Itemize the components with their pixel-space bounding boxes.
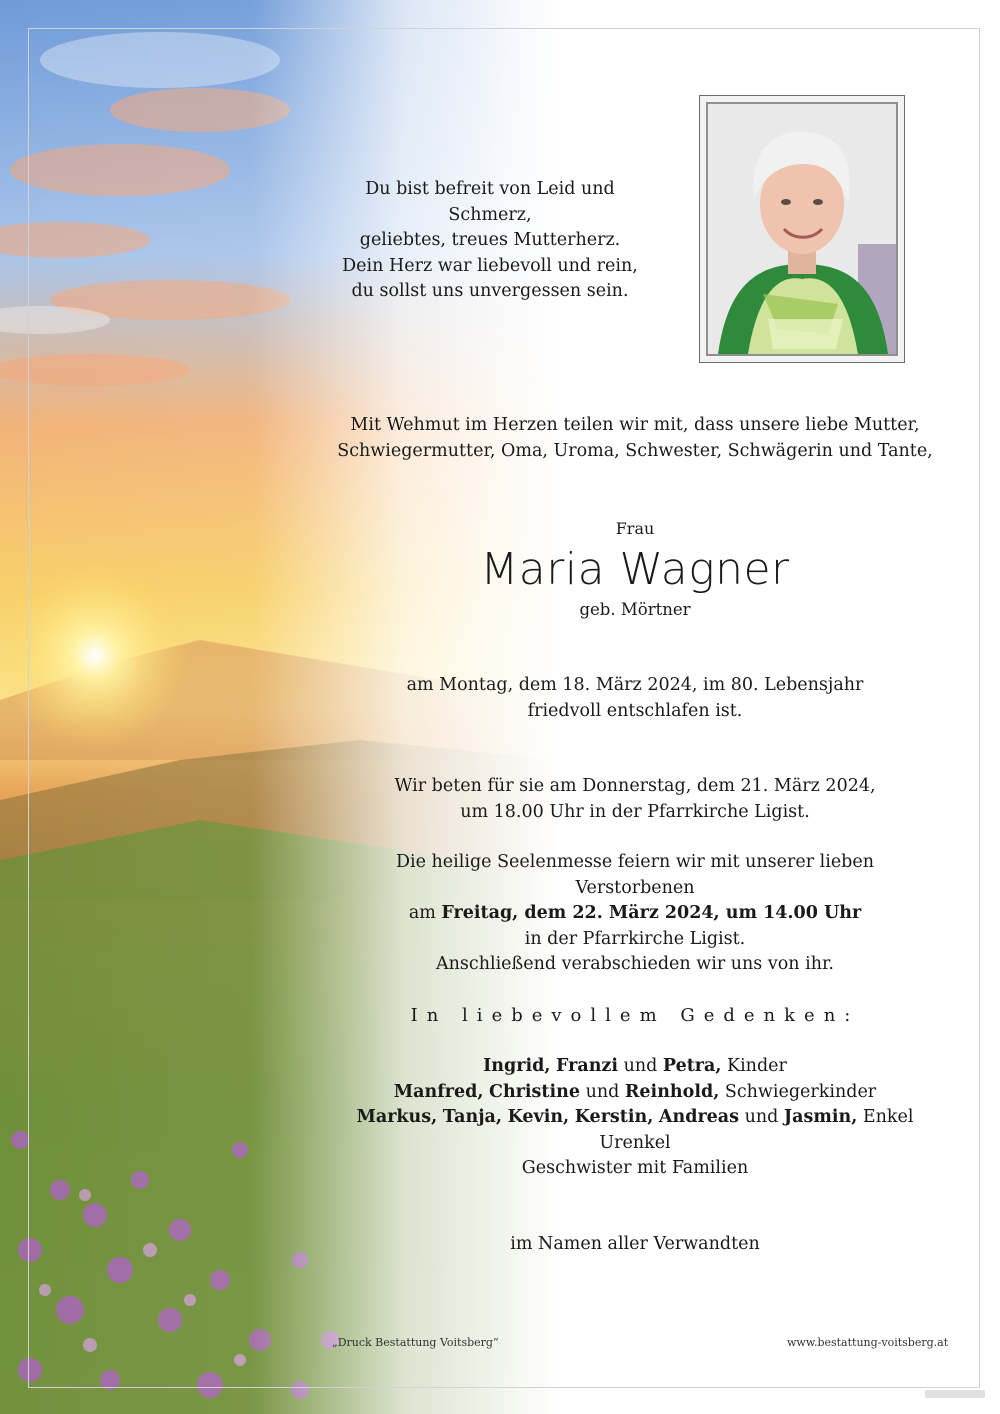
printer-credit: „Druck Bestattung Voitsberg“ [332,1336,499,1349]
portrait-photo [706,102,898,356]
prayer-notice [360,774,910,825]
mourner-name: Reinhold, [624,1081,720,1102]
mass-line: in der Pfarrkirche Ligist. [524,928,746,949]
mass-line: Anschließend verabschieden wir uns von ihr. [436,954,834,974]
mourners-list [340,1054,930,1182]
mass-date-line [335,901,935,927]
poem-line: du sollst uns unvergessen sein. [351,281,629,301]
closing-line: im Namen aller Verwandten [510,1234,760,1254]
salutation: Frau [615,519,655,538]
mourner-name: Franzi [556,1056,619,1076]
conjunction: und [739,1107,784,1127]
children-line [340,1054,930,1080]
remembrance-heading: In liebevollem Gedenken: [410,1005,860,1026]
mourner-name: Jasmin, [783,1107,858,1127]
mass-date: Freitag, dem 22. März 2024, um 14.00 Uhr [441,903,862,923]
mourner-name: Christine [489,1081,580,1102]
siblings-line: Geschwister mit Familien [521,1158,749,1178]
great-grandchildren-line: Urenkel [599,1132,671,1153]
mass-line: Die heilige Seelenmesse feiern wir mit unserer lieben Verstorbenen [395,852,875,898]
death-line: friedvoll entschlafen ist. [527,700,743,721]
portrait-illustration [708,104,896,354]
prayer-line: Wir beten für sie am Donnerstag, dem 21. März 2024, [394,776,876,796]
relation-label: Kinder [721,1056,787,1076]
conjunction: und [618,1056,663,1076]
intro-line: Mit Wehmut im Herzen teilen wir mit, dass unsere liebe Mutter, [350,415,920,435]
birth-name: geb. Mörtner [579,600,691,619]
death-notice [360,673,910,724]
grandchildren-line [340,1105,930,1131]
relation-label: Schwiegerkinder [719,1081,877,1102]
death-line: am Montag, dem 18. März 2024, im 80. Lebensjahr [406,675,864,695]
mass-prefix: am [408,903,442,923]
memorial-poem [330,177,650,305]
mourner-name: Tanja, [442,1107,502,1127]
mourner-name: Markus, [356,1107,438,1127]
announcement-intro [335,413,935,464]
poem-line: Du bist befreit von Leid und Schmerz, [365,179,615,225]
conjunction: und [580,1081,625,1102]
website-link[interactable]: www.bestattung-voitsberg.at [787,1336,949,1349]
mourner-name: Kevin, [507,1107,570,1127]
intro-line: Schwiegermutter, Oma, Uroma, Schwester, Schwägerin und Tante, [337,440,933,461]
mourner-name: Petra, [662,1056,722,1076]
prayer-line: um 18.00 Uhr in der Pfarrkirche Ligist. [460,801,810,822]
poem-line: geliebtes, treues Mutterherz. [359,230,621,250]
deceased-name: Maria Wagner [480,544,790,595]
print-code-mark [925,1390,985,1398]
portrait-frame [699,95,905,363]
mourner-name: Manfred, [393,1081,484,1102]
funeral-mass-notice [335,850,935,978]
mourner-name: Kerstin, [574,1107,654,1127]
relation-label: Enkel [857,1107,914,1127]
poem-line: Dein Herz war liebevoll und rein, [342,255,638,276]
mourner-name: Ingrid, [483,1056,551,1076]
mourner-name: Andreas [658,1107,739,1127]
in-laws-line [340,1080,930,1106]
